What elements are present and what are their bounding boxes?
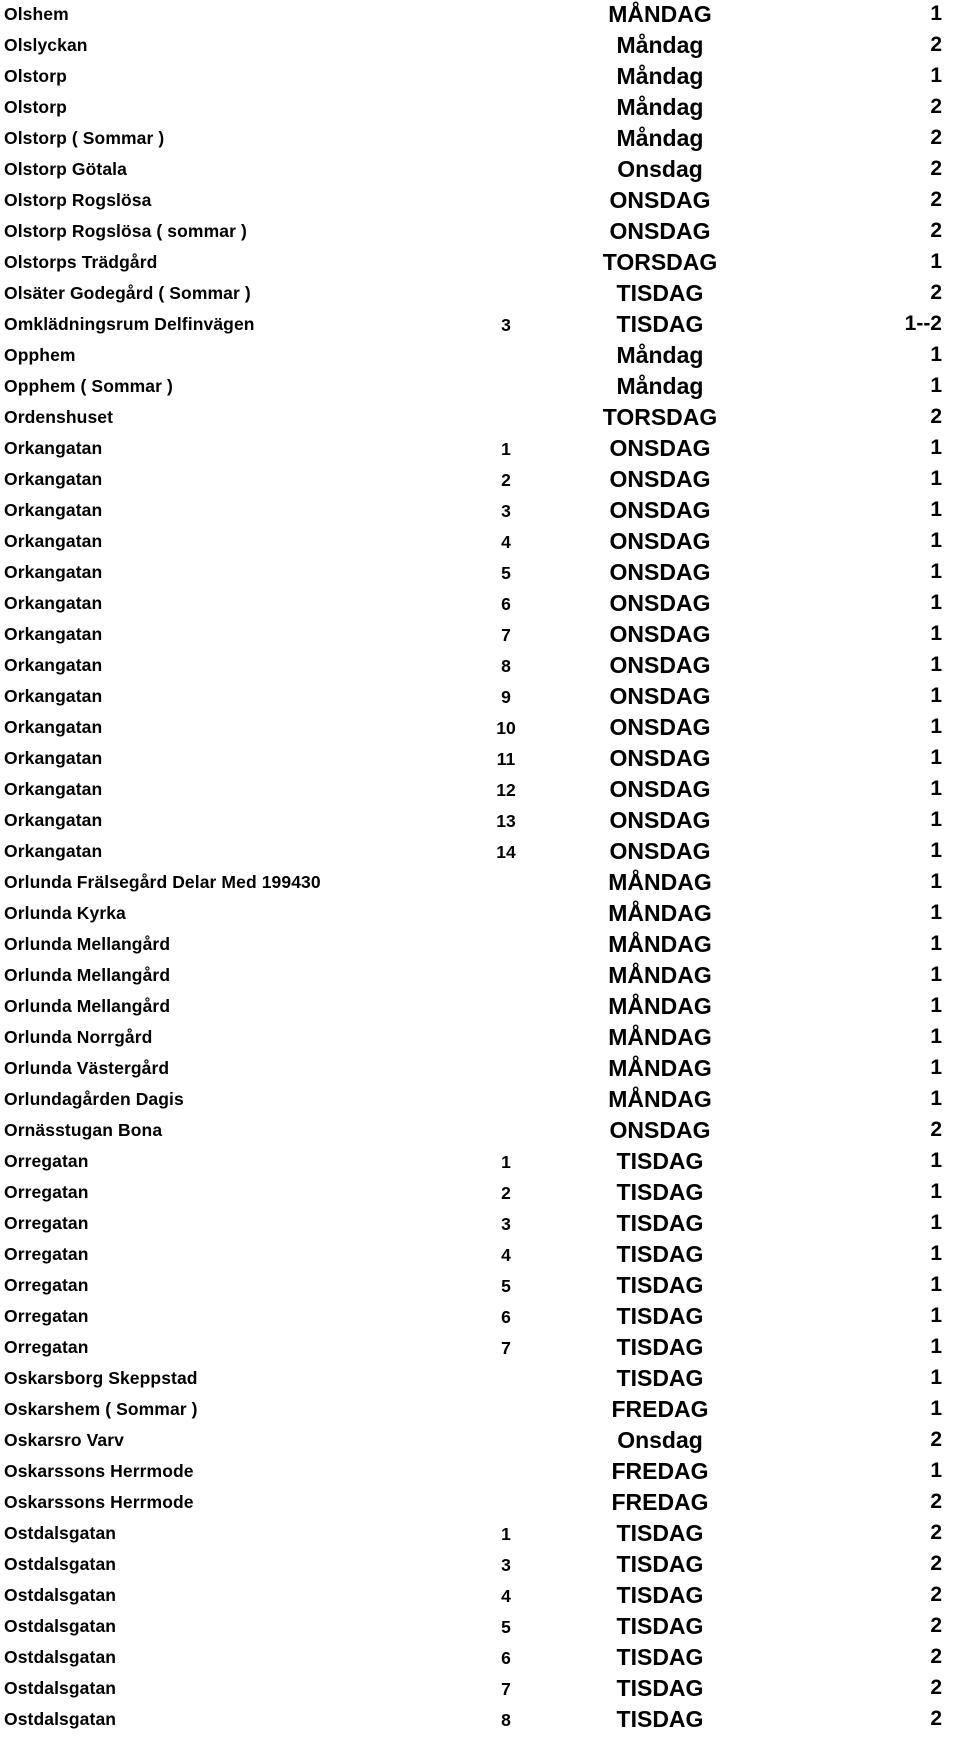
location-name: Olstorp ( Sommar ) [4, 128, 165, 148]
week-number: 2 [930, 1521, 942, 1544]
list-item [0, 341, 960, 372]
list-item [0, 372, 960, 403]
week-number: 1 [930, 1025, 942, 1048]
location-name: Orkangatan [4, 624, 103, 644]
week-number: 1 [930, 994, 942, 1017]
location-name: Orlunda Västergård [4, 1058, 170, 1078]
location-name: Ostdalsgatan [4, 1585, 117, 1605]
collection-day: MÅNDAG [608, 1024, 712, 1050]
street-number: 3 [501, 315, 511, 335]
list-item [0, 744, 960, 775]
collection-day: TISDAG [616, 1210, 704, 1236]
list-item [0, 868, 960, 899]
week-number: 2 [930, 1583, 942, 1606]
collection-day: ONSDAG [609, 528, 711, 554]
collection-day: TISDAG [616, 1675, 704, 1701]
collection-day: ONSDAG [609, 683, 711, 709]
list-item [0, 279, 960, 310]
week-number: 1 [930, 1149, 942, 1172]
collection-day: TISDAG [616, 1613, 704, 1639]
list-item [0, 961, 960, 992]
week-number: 1 [930, 1366, 942, 1389]
street-number: 3 [501, 1555, 511, 1575]
location-name: Omklädningsrum Delfinvägen [4, 314, 255, 334]
list-item [0, 0, 960, 31]
list-item [0, 558, 960, 589]
week-number: 2 [930, 1552, 942, 1575]
street-number: 11 [496, 749, 516, 769]
location-name: Ornässtugan Bona [4, 1120, 163, 1140]
week-number: 1 [930, 1211, 942, 1234]
location-name: Olstorps Trädgård [4, 252, 158, 272]
week-number: 1 [930, 1335, 942, 1358]
week-number: 1 [930, 436, 942, 459]
location-name: Orkangatan [4, 841, 103, 861]
location-name: Orkangatan [4, 686, 103, 706]
street-number: 7 [501, 1338, 511, 1358]
street-number: 12 [496, 780, 516, 800]
collection-day: TISDAG [616, 1644, 704, 1670]
list-item [0, 1333, 960, 1364]
collection-day: MÅNDAG [608, 1, 712, 27]
list-item [0, 93, 960, 124]
list-item [0, 806, 960, 837]
location-name: Ordenshuset [4, 407, 114, 427]
list-item [0, 1674, 960, 1705]
location-name: Orregatan [4, 1306, 89, 1326]
week-number: 1 [930, 2, 942, 25]
week-number: 1 [930, 622, 942, 645]
week-number: 1 [930, 1273, 942, 1296]
collection-day: ONSDAG [609, 745, 711, 771]
street-number: 5 [501, 563, 511, 583]
location-name: Orkangatan [4, 717, 103, 737]
collection-day: ONSDAG [609, 187, 711, 213]
location-name: Orkangatan [4, 748, 103, 768]
list-item [0, 1302, 960, 1333]
list-item [0, 1705, 960, 1736]
list-item [0, 1643, 960, 1674]
collection-day: ONSDAG [609, 776, 711, 802]
collection-day: MÅNDAG [608, 962, 712, 988]
list-item [0, 527, 960, 558]
collection-day: TISDAG [616, 280, 704, 306]
list-item [0, 186, 960, 217]
location-name: Oskarssons Herrmode [4, 1492, 194, 1512]
list-item [0, 1612, 960, 1643]
list-item [0, 31, 960, 62]
location-name: Orregatan [4, 1337, 89, 1357]
location-name: Olsäter Godegård ( Sommar ) [4, 283, 251, 303]
list-item [0, 1581, 960, 1612]
location-name: Ostdalsgatan [4, 1554, 117, 1574]
collection-day: Onsdag [617, 1427, 703, 1453]
collection-day: TISDAG [616, 1520, 704, 1546]
week-number: 1 [930, 1180, 942, 1203]
week-number: 1 [930, 467, 942, 490]
list-item [0, 124, 960, 155]
collection-day: ONSDAG [609, 559, 711, 585]
week-number: 1 [930, 746, 942, 769]
location-name: Opphem [4, 345, 76, 365]
collection-day: Måndag [616, 63, 704, 89]
week-number: 2 [930, 1490, 942, 1513]
week-number: 1 [930, 1056, 942, 1079]
list-item [0, 930, 960, 961]
list-item [0, 310, 960, 341]
location-name: Ostdalsgatan [4, 1678, 117, 1698]
collection-day: ONSDAG [609, 621, 711, 647]
collection-day: TISDAG [616, 1582, 704, 1608]
week-number: 2 [930, 219, 942, 242]
location-name: Ostdalsgatan [4, 1523, 117, 1543]
street-number: 1 [501, 1524, 511, 1544]
collection-day: TISDAG [616, 1241, 704, 1267]
street-number: 6 [501, 1648, 511, 1668]
collection-day: FREDAG [611, 1396, 709, 1422]
location-name: Olstorp Rogslösa ( sommar ) [4, 221, 247, 241]
list-item [0, 1178, 960, 1209]
location-name: Oskarsborg Skeppstad [4, 1368, 198, 1388]
location-name: Orkangatan [4, 500, 103, 520]
collection-day: ONSDAG [609, 497, 711, 523]
week-number: 1 [930, 870, 942, 893]
list-item [0, 1426, 960, 1457]
collection-day: MÅNDAG [608, 1055, 712, 1081]
list-item [0, 1488, 960, 1519]
location-name: Orkangatan [4, 438, 103, 458]
location-name: Orlunda Kyrka [4, 903, 126, 923]
week-number: 2 [930, 95, 942, 118]
collection-day: Måndag [616, 94, 704, 120]
week-number: 2 [930, 281, 942, 304]
location-name: Orregatan [4, 1275, 89, 1295]
street-number: 6 [501, 594, 511, 614]
collection-day: MÅNDAG [608, 869, 712, 895]
week-number: 1 [930, 963, 942, 986]
collection-day: ONSDAG [609, 807, 711, 833]
week-number: 2 [930, 1118, 942, 1141]
list-item [0, 1240, 960, 1271]
list-item [0, 1364, 960, 1395]
list-item [0, 620, 960, 651]
week-number: 1 [930, 343, 942, 366]
week-number: 1 [930, 932, 942, 955]
location-name: Olstorp Götala [4, 159, 127, 179]
street-number: 3 [501, 1214, 511, 1234]
list-item [0, 1550, 960, 1581]
street-number: 5 [501, 1617, 511, 1637]
list-item [0, 248, 960, 279]
location-name: Oskarssons Herrmode [4, 1461, 194, 1481]
location-name: Oskarshem ( Sommar ) [4, 1399, 198, 1419]
street-number: 2 [501, 1183, 511, 1203]
location-name: Olstorp [4, 97, 67, 117]
week-number: 1 [930, 529, 942, 552]
collection-day: ONSDAG [609, 435, 711, 461]
week-number: 2 [930, 1428, 942, 1451]
list-item [0, 899, 960, 930]
list-item [0, 837, 960, 868]
street-number: 10 [496, 718, 516, 738]
collection-day: MÅNDAG [608, 1086, 712, 1112]
list-item [0, 1271, 960, 1302]
week-number: 2 [930, 1645, 942, 1668]
collection-day: TISDAG [616, 311, 704, 337]
street-number: 14 [496, 842, 516, 862]
street-number: 7 [501, 1679, 511, 1699]
list-item [0, 1395, 960, 1426]
location-name: Ostdalsgatan [4, 1647, 117, 1667]
location-name: Orlunda Mellangård [4, 996, 171, 1016]
collection-day: TISDAG [616, 1179, 704, 1205]
list-item [0, 62, 960, 93]
week-number: 1 [930, 250, 942, 273]
location-name: Olstorp Rogslösa [4, 190, 152, 210]
collection-day: ONSDAG [609, 838, 711, 864]
collection-day: Måndag [616, 373, 704, 399]
week-number: 2 [930, 1614, 942, 1637]
collection-day: Måndag [616, 342, 704, 368]
list-item [0, 713, 960, 744]
list-item [0, 465, 960, 496]
list-item [0, 682, 960, 713]
week-number: 1 [930, 653, 942, 676]
collection-day: TORSDAG [602, 249, 718, 275]
week-number: 1 [930, 839, 942, 862]
list-item [0, 434, 960, 465]
location-name: Orregatan [4, 1182, 89, 1202]
list-item [0, 1054, 960, 1085]
street-number: 8 [501, 656, 511, 676]
week-number: 1 [930, 808, 942, 831]
location-name: Orkangatan [4, 655, 103, 675]
list-item [0, 1457, 960, 1488]
collection-day: Måndag [616, 125, 704, 151]
collection-day: ONSDAG [609, 652, 711, 678]
street-number: 3 [501, 501, 511, 521]
location-name: Olslyckan [4, 35, 88, 55]
location-name: Orlundagården Dagis [4, 1089, 184, 1109]
street-number: 8 [501, 1710, 511, 1730]
collection-day: ONSDAG [609, 714, 711, 740]
street-number: 4 [501, 532, 511, 552]
location-name: Orregatan [4, 1244, 89, 1264]
location-name: Orlunda Mellangård [4, 965, 171, 985]
week-number: 2 [930, 1676, 942, 1699]
week-number: 1 [930, 777, 942, 800]
location-name: Orlunda Mellangård [4, 934, 171, 954]
week-number: 1 [930, 591, 942, 614]
list-item [0, 1085, 960, 1116]
collection-day: TISDAG [616, 1148, 704, 1174]
collection-day: ONSDAG [609, 1117, 711, 1143]
collection-day: MÅNDAG [608, 993, 712, 1019]
collection-day: ONSDAG [609, 218, 711, 244]
street-number: 4 [501, 1586, 511, 1606]
street-number: 6 [501, 1307, 511, 1327]
collection-day: TISDAG [616, 1334, 704, 1360]
collection-day: TISDAG [616, 1706, 704, 1732]
street-number: 13 [496, 811, 516, 831]
location-name: Ostdalsgatan [4, 1709, 117, 1729]
collection-day: MÅNDAG [608, 900, 712, 926]
list-item [0, 403, 960, 434]
week-number: 1 [930, 560, 942, 583]
street-number: 1 [501, 439, 511, 459]
list-item [0, 1147, 960, 1178]
location-name: Opphem ( Sommar ) [4, 376, 173, 396]
list-item [0, 1023, 960, 1054]
location-name: Orlunda Norrgård [4, 1027, 153, 1047]
collection-day: TISDAG [616, 1365, 704, 1391]
location-name: Olshem [4, 4, 69, 24]
location-name: Orregatan [4, 1213, 89, 1233]
location-name: Olstorp [4, 66, 67, 86]
list-item [0, 217, 960, 248]
week-number: 2 [930, 126, 942, 149]
list-item [0, 1519, 960, 1550]
week-number: 1--2 [904, 312, 942, 335]
week-number: 1 [930, 684, 942, 707]
collection-day: ONSDAG [609, 590, 711, 616]
location-name: Orkangatan [4, 810, 103, 830]
location-name: Orkangatan [4, 469, 103, 489]
location-name: Oskarsro Varv [4, 1430, 124, 1450]
street-number: 5 [501, 1276, 511, 1296]
street-number: 2 [501, 470, 511, 490]
list-item [0, 155, 960, 186]
list-item [0, 992, 960, 1023]
week-number: 1 [930, 715, 942, 738]
location-name: Orlunda Frälsegård Delar Med 199430 [4, 872, 321, 892]
week-number: 2 [930, 157, 942, 180]
street-number: 7 [501, 625, 511, 645]
week-number: 2 [930, 405, 942, 428]
list-item [0, 1116, 960, 1147]
collection-day: TISDAG [616, 1551, 704, 1577]
location-name: Orregatan [4, 1151, 89, 1171]
collection-day: MÅNDAG [608, 931, 712, 957]
collection-day: FREDAG [611, 1489, 709, 1515]
collection-day: TORSDAG [602, 404, 718, 430]
location-name: Orkangatan [4, 531, 103, 551]
street-number: 9 [501, 687, 511, 707]
week-number: 1 [930, 374, 942, 397]
collection-day: FREDAG [611, 1458, 709, 1484]
list-item [0, 775, 960, 806]
week-number: 2 [930, 33, 942, 56]
week-number: 2 [930, 1707, 942, 1730]
location-name: Orkangatan [4, 593, 103, 613]
week-number: 1 [930, 1397, 942, 1420]
list-item [0, 589, 960, 620]
location-name: Orkangatan [4, 562, 103, 582]
week-number: 1 [930, 498, 942, 521]
list-item [0, 651, 960, 682]
collection-day: Måndag [616, 32, 704, 58]
collection-day: TISDAG [616, 1303, 704, 1329]
list-item [0, 496, 960, 527]
collection-day: ONSDAG [609, 466, 711, 492]
collection-day: TISDAG [616, 1272, 704, 1298]
street-number: 1 [501, 1152, 511, 1172]
week-number: 2 [930, 188, 942, 211]
location-name: Orkangatan [4, 779, 103, 799]
week-number: 1 [930, 901, 942, 924]
collection-day: Onsdag [617, 156, 703, 182]
street-number: 4 [501, 1245, 511, 1265]
list-item [0, 1209, 960, 1240]
week-number: 1 [930, 1459, 942, 1482]
week-number: 1 [930, 64, 942, 87]
week-number: 1 [930, 1242, 942, 1265]
week-number: 1 [930, 1087, 942, 1110]
week-number: 1 [930, 1304, 942, 1327]
location-name: Ostdalsgatan [4, 1616, 117, 1636]
